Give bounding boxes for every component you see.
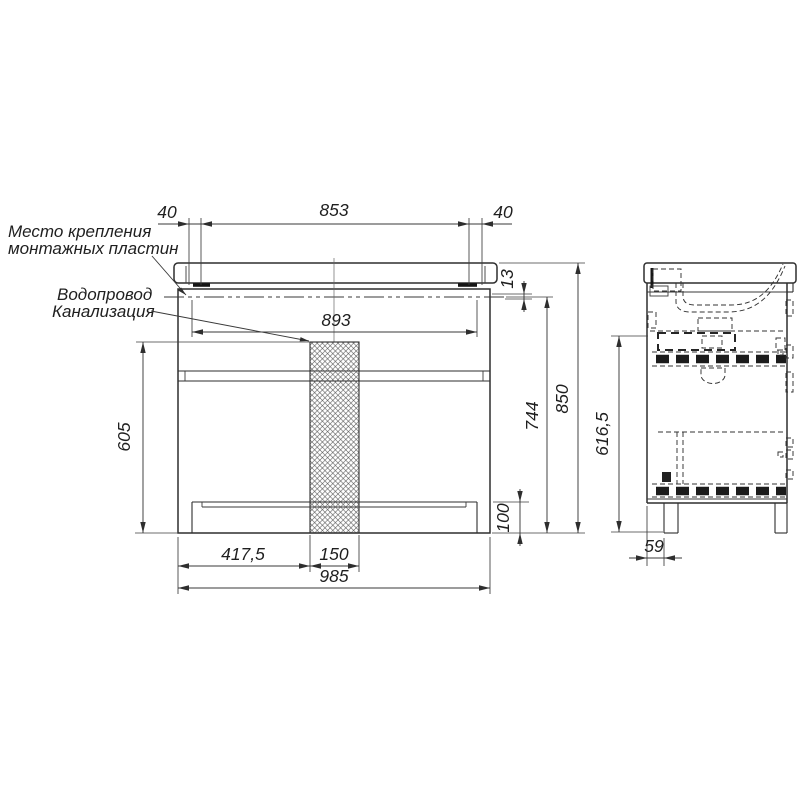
- dim-59: 59: [644, 536, 664, 556]
- side-hidden-lines: [648, 264, 793, 497]
- label-mounting-plates-line1: Место крепления: [8, 222, 152, 241]
- dim-40-right: 40: [493, 202, 513, 222]
- dim-605: 605: [114, 422, 134, 452]
- dim-150: 150: [319, 544, 349, 564]
- dim-13: 13: [497, 269, 517, 289]
- dim-853: 853: [319, 200, 349, 220]
- front-view: [114, 200, 585, 594]
- siphon-trap: [701, 368, 725, 384]
- mounting-plate-right: [458, 283, 477, 287]
- leader-services-arrowhead: [300, 337, 309, 341]
- side-legs: [664, 503, 787, 533]
- label-sewerage: Канализация: [52, 302, 155, 321]
- dim-850: 850: [552, 384, 572, 414]
- front-countertop: [174, 263, 497, 283]
- dim-744: 744: [522, 401, 542, 431]
- dim-100: 100: [493, 503, 513, 533]
- upper-drawer-box: [658, 333, 735, 350]
- dim-417-5: 417,5: [221, 544, 265, 564]
- lower-bracket: [662, 472, 671, 482]
- dim-40-left: 40: [157, 202, 177, 222]
- drain-body: [698, 318, 732, 331]
- dim-616-5: 616,5: [592, 412, 612, 456]
- side-countertop: [644, 263, 796, 283]
- sink-bowl-inner: [683, 264, 783, 305]
- front-extension-lines: [135, 218, 585, 594]
- leader-services: [151, 311, 309, 341]
- dim-893: 893: [321, 310, 351, 330]
- services-hatch-zone: [310, 342, 359, 533]
- mounting-plate-left: [193, 283, 210, 287]
- annotations: [8, 222, 309, 341]
- label-water-supply: Водопровод: [57, 285, 153, 304]
- side-dimensions: [592, 336, 682, 566]
- side-view: [592, 263, 796, 566]
- label-mounting-plates-line2: монтажных пластин: [8, 239, 179, 258]
- dim-985: 985: [319, 566, 349, 586]
